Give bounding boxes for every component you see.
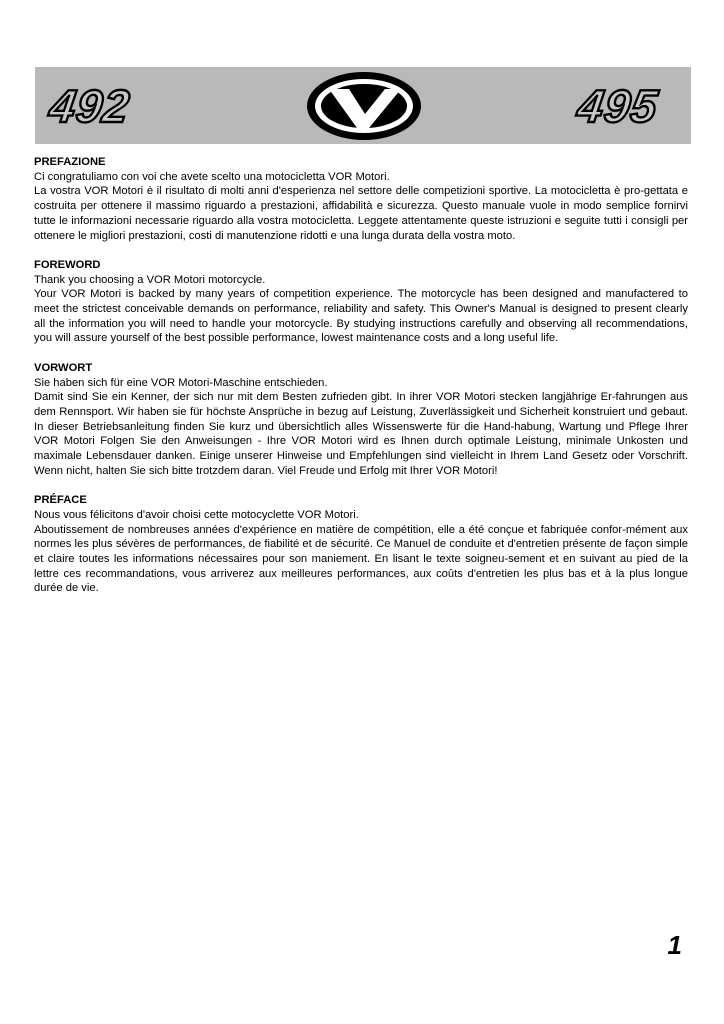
section-lead: Ci congratuliamo con voi che avete scelto una motocicletta VOR Motori. [34,170,390,183]
model-number-right: 495 [574,80,662,132]
model-number-left: 492 [46,80,134,132]
section-body: Aboutissement de nombreuses années d'expérience en matière de compétition, elle a été conçue et fabriquée confor-mément aux normes les plus sévères de performances, de fiabilité et de sécurité. Ce Manuel de conduite et d'entretien présente de façon simple et claire toutes les informations nécessaires pour son maniement. En lisant le texte soigneu-sement et en suivant au pied de la lettre ces recommandations, vous arriverez aux meilleures performances, aux coûts d'entretien les plus bas et à la plus longue durée de vie. [34,523,688,595]
page-number: 1 [667,930,682,960]
section-title: PRÉFACE [34,494,87,507]
section-body: Damit sind Sie ein Kenner, der sich nur mit dem Besten zufrieden gibt. In ihrer VOR Motori stecken langjährige Er-fahrungen aus dem Rennsport. Wir haben sie für höchste Ansprüche in bezug auf Leistung, Zuverlässigkeit und Sicherheit konstruiert und gebaut. In dieser Betriebsanleitung finden Sie kurz und übersichtlich alles Wissenswerte für die Hand-habung, Wartung und Pflege Ihrer VOR Motori Folgen Sie den Anweisungen - Ihre VOR Motori wird es Ihnen durch optimale Leistung, minimale Unkosten und maximale Lebensdauer danken. Einige unserer Hinweise und Empfehlungen sind vielleicht in Ihrem Land Gesetz oder Vorschrift. Wenn nicht, halten Sie sich bitte trotzdem daran. Viel Freude und Erfolg mit Ihrer VOR Motori! [34,391,688,477]
section-lead: Nous vous félicitons d'avoir choisi cette motocyclette VOR Motori. [34,508,359,521]
section-body: La vostra VOR Motori è il risultato di molti anni d'esperienza nel settore delle competizioni sportive. La motocicletta è pro-gettata e costruita per ottenere il massimo riguardo a prestazioni, affidabilità e sicurezza. Questo manuale vuole in modo semplice fornirvi tutte le informazioni necessarie riguardo alla vostra motocicletta. Leggete attentamente queste istruzioni e seguite tutti i consigli per ottenere le migliori prestazioni, costi di manutenzione ridotti e una lunga durata della vostra moto. [34,185,688,242]
section-prefazione [34,155,688,243]
section-vorwort [34,361,688,479]
vor-logo-icon [305,70,423,142]
section-title: PREFAZIONE [34,156,106,168]
section-preface [34,493,688,596]
section-title: FOREWORD [34,258,101,271]
section-body: Your VOR Motori is backed by many years of competition experience. The motorcycle has been designed and manufactered to meet the strictest conceivable demands on performance, reliability and safety. This Owner's Manual is designed to present clearly all the information you will need to handle your motorcycle. By studying instructions carefully and observing all recommendations, you will assure yourself of the best possible performance, lowest maintenance costs and a long useful life. [34,288,688,345]
section-lead: Sie haben sich für eine VOR Motori-Maschine entschieden. [34,376,328,389]
preface-content [34,155,688,611]
section-foreword [34,258,688,346]
section-title: VORWORT [34,361,93,374]
section-lead: Thank you choosing a VOR Motori motorcycle. [34,273,266,286]
